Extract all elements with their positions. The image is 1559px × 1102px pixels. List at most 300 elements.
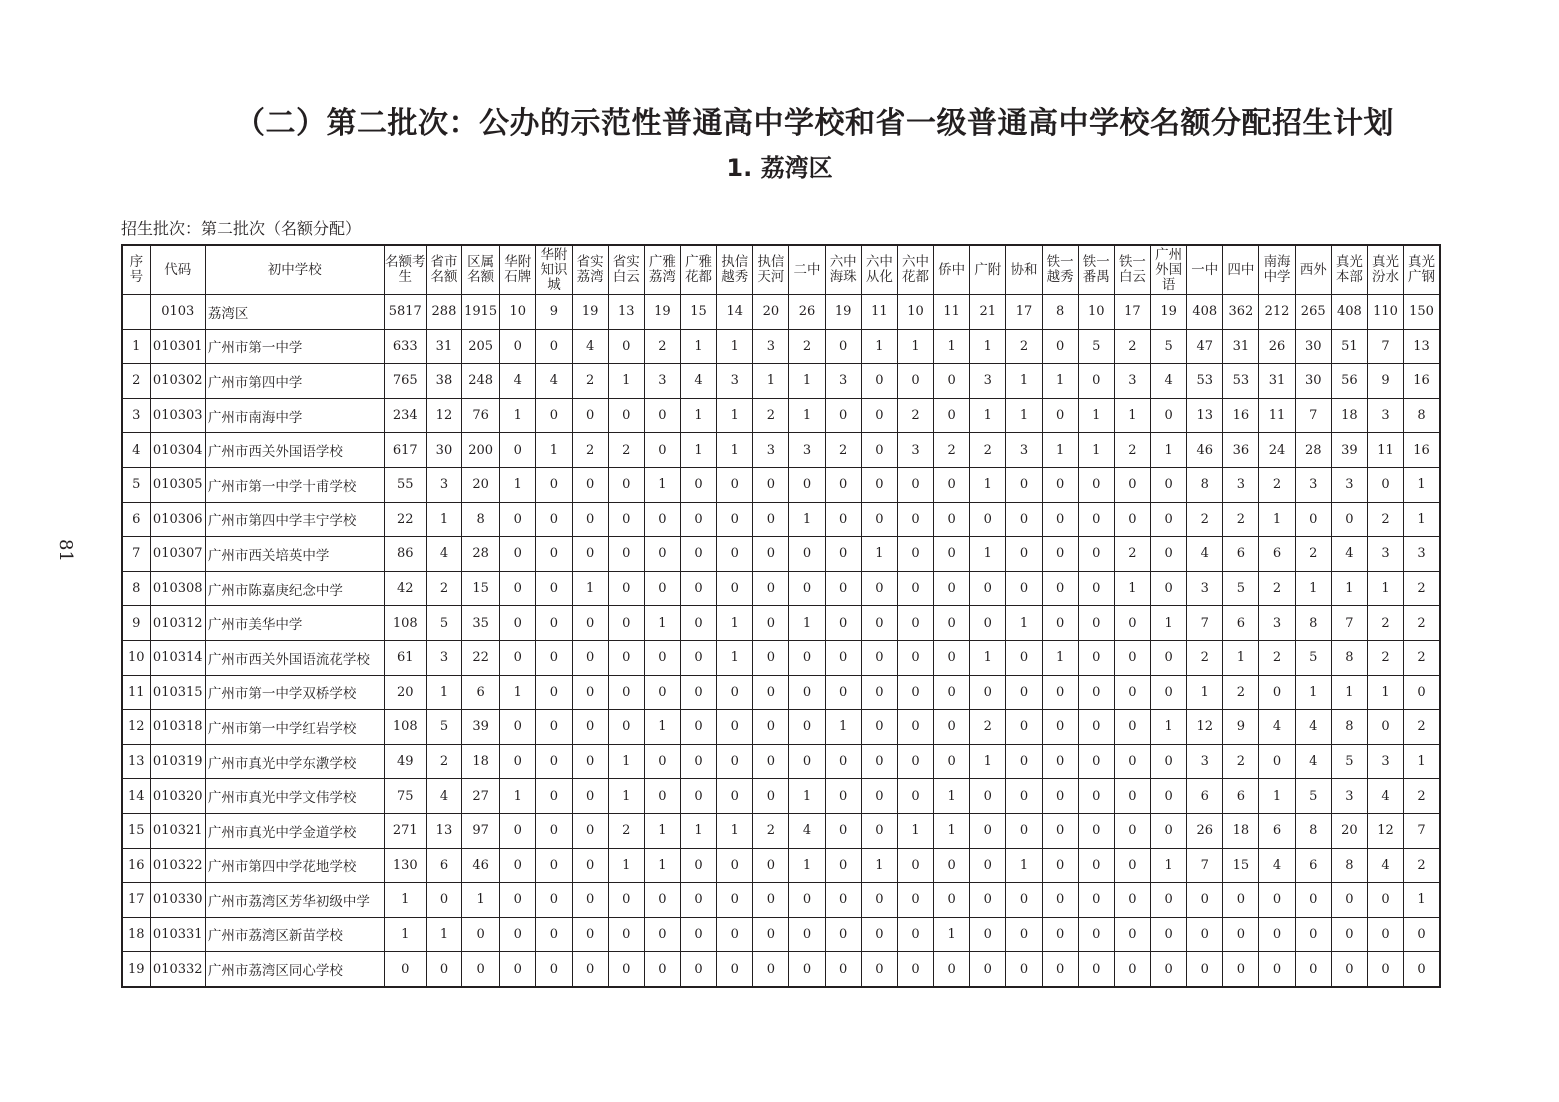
quota-cell: 8 [462, 502, 500, 537]
quota-cell: 0 [717, 675, 753, 710]
quota-cell: 0 [970, 917, 1006, 952]
quota-cell: 0 [1042, 952, 1078, 987]
quota-cell: 0 [1006, 571, 1042, 606]
quota-cell: 1 [1078, 398, 1114, 433]
quota-cell: 49 [384, 744, 426, 779]
quota-cell: 2 [1404, 710, 1440, 745]
quota-cell: 0 [1259, 917, 1295, 952]
quota-cell: 1 [970, 744, 1006, 779]
quota-cell: 0 [934, 502, 970, 537]
quota-cell: 0 [680, 467, 716, 502]
quota-cell: 1 [536, 433, 572, 468]
quota-cell: 0 [1042, 398, 1078, 433]
quota-cell: 1 [608, 364, 644, 399]
quota-cell: 2 [1114, 537, 1150, 572]
school-code-cell: 0103 [150, 295, 205, 330]
quota-cell: 0 [861, 779, 897, 814]
quota-cell: 1 [1259, 779, 1295, 814]
quota-cell: 633 [384, 329, 426, 364]
quota-cell: 18 [1223, 813, 1259, 848]
quota-cell: 200 [462, 433, 500, 468]
quota-cell: 1 [1404, 467, 1440, 502]
quota-cell: 0 [753, 640, 789, 675]
quota-cell: 0 [462, 917, 500, 952]
column-header: 广附 [970, 245, 1006, 295]
column-header: 序号 [122, 245, 150, 295]
table-body [122, 295, 1440, 987]
quota-cell: 0 [1078, 640, 1114, 675]
quota-cell: 0 [644, 640, 680, 675]
quota-cell: 0 [861, 398, 897, 433]
row-index-cell: 13 [122, 744, 150, 779]
quota-cell: 248 [462, 364, 500, 399]
quota-cell: 0 [536, 606, 572, 641]
quota-cell: 1 [680, 433, 716, 468]
table-row [122, 848, 1440, 883]
quota-cell: 0 [1151, 675, 1187, 710]
quota-cell: 0 [572, 848, 608, 883]
quota-cell: 0 [897, 640, 933, 675]
row-index-cell: 19 [122, 952, 150, 987]
quota-cell: 0 [1331, 883, 1367, 918]
quota-cell: 0 [861, 640, 897, 675]
quota-cell: 0 [500, 640, 536, 675]
quota-cell: 0 [753, 710, 789, 745]
quota-cell: 0 [608, 917, 644, 952]
quota-cell: 0 [572, 398, 608, 433]
quota-cell: 1 [1404, 744, 1440, 779]
quota-cell: 4 [1367, 848, 1403, 883]
quota-cell: 11 [934, 295, 970, 330]
quota-cell: 0 [825, 467, 861, 502]
quota-cell: 3 [825, 364, 861, 399]
quota-cell: 0 [1042, 329, 1078, 364]
quota-cell: 1 [644, 848, 680, 883]
quota-cell: 0 [1078, 779, 1114, 814]
quota-cell: 0 [970, 883, 1006, 918]
quota-cell: 3 [1404, 537, 1440, 572]
quota-cell: 0 [1151, 502, 1187, 537]
quota-cell: 0 [861, 952, 897, 987]
quota-cell: 0 [1042, 571, 1078, 606]
quota-cell: 11 [1259, 398, 1295, 433]
school-name-cell: 广州市南海中学 [205, 398, 384, 433]
quota-cell: 0 [825, 917, 861, 952]
quota-cell: 0 [572, 917, 608, 952]
quota-cell: 24 [1259, 433, 1295, 468]
school-code-cell: 010308 [150, 571, 205, 606]
quota-cell: 7 [1187, 848, 1223, 883]
quota-cell: 3 [1367, 398, 1403, 433]
quota-cell: 15 [462, 571, 500, 606]
quota-cell: 86 [384, 537, 426, 572]
row-index-cell: 15 [122, 813, 150, 848]
quota-cell: 0 [970, 502, 1006, 537]
column-header: 六中花都 [897, 245, 933, 295]
quota-cell: 1 [500, 398, 536, 433]
quota-cell: 16 [1223, 398, 1259, 433]
quota-cell: 3 [1331, 779, 1367, 814]
row-index-cell [122, 295, 150, 330]
quota-cell: 0 [1078, 571, 1114, 606]
quota-cell: 10 [897, 295, 933, 330]
quota-cell: 6 [1187, 779, 1223, 814]
quota-cell: 1 [680, 329, 716, 364]
quota-cell: 1 [970, 398, 1006, 433]
quota-cell: 0 [644, 502, 680, 537]
quota-cell: 0 [897, 952, 933, 987]
quota-cell: 0 [608, 571, 644, 606]
quota-cell: 0 [1078, 364, 1114, 399]
quota-cell: 0 [608, 502, 644, 537]
quota-cell: 265 [1295, 295, 1331, 330]
quota-cell: 1 [970, 329, 1006, 364]
school-code-cell: 010303 [150, 398, 205, 433]
school-code-cell: 010315 [150, 675, 205, 710]
quota-cell: 2 [1187, 640, 1223, 675]
quota-cell: 0 [1151, 398, 1187, 433]
district-total-row [122, 295, 1440, 330]
quota-cell: 1 [1042, 640, 1078, 675]
table-row [122, 433, 1440, 468]
quota-cell: 0 [717, 502, 753, 537]
quota-cell: 0 [861, 502, 897, 537]
quota-cell: 271 [384, 813, 426, 848]
school-name-cell: 广州市第四中学 [205, 364, 384, 399]
quota-cell: 0 [753, 848, 789, 883]
quota-cell: 0 [680, 917, 716, 952]
quota-cell: 1 [1042, 433, 1078, 468]
quota-cell: 617 [384, 433, 426, 468]
quota-cell: 2 [426, 744, 461, 779]
quota-cell: 0 [825, 675, 861, 710]
quota-cell: 0 [970, 848, 1006, 883]
quota-cell: 3 [753, 329, 789, 364]
quota-cell: 6 [1223, 537, 1259, 572]
column-header: 铁一越秀 [1042, 245, 1078, 295]
quota-cell: 765 [384, 364, 426, 399]
quota-cell: 0 [1295, 883, 1331, 918]
quota-cell: 1 [1331, 675, 1367, 710]
quota-cell: 4 [789, 813, 825, 848]
quota-cell: 0 [897, 917, 933, 952]
quota-cell: 0 [644, 883, 680, 918]
quota-cell: 0 [1078, 710, 1114, 745]
quota-cell: 8 [1331, 710, 1367, 745]
quota-cell: 0 [1114, 640, 1150, 675]
quota-cell: 1 [717, 398, 753, 433]
quota-cell: 0 [934, 398, 970, 433]
quota-cell: 0 [970, 571, 1006, 606]
quota-cell: 0 [1042, 917, 1078, 952]
quota-cell: 1 [717, 606, 753, 641]
column-header: 省实白云 [608, 245, 644, 295]
quota-cell: 0 [1151, 744, 1187, 779]
page-number: 81 [54, 539, 76, 562]
quota-cell: 1 [1114, 571, 1150, 606]
column-header: 真光汾水 [1367, 245, 1403, 295]
quota-cell: 51 [1331, 329, 1367, 364]
quota-cell: 0 [789, 952, 825, 987]
quota-cell: 3 [789, 433, 825, 468]
quota-cell: 0 [1367, 883, 1403, 918]
quota-cell: 0 [1151, 779, 1187, 814]
school-code-cell: 010331 [150, 917, 205, 952]
table-row [122, 952, 1440, 987]
quota-cell: 5 [1331, 744, 1367, 779]
quota-cell: 2 [1404, 779, 1440, 814]
quota-cell: 0 [536, 813, 572, 848]
quota-cell: 26 [789, 295, 825, 330]
quota-cell: 4 [572, 329, 608, 364]
table-row [122, 883, 1440, 918]
quota-cell: 0 [1078, 744, 1114, 779]
row-index-cell: 4 [122, 433, 150, 468]
quota-cell: 11 [861, 295, 897, 330]
quota-cell: 0 [536, 883, 572, 918]
quota-cell: 53 [1223, 364, 1259, 399]
quota-cell: 30 [1295, 329, 1331, 364]
quota-cell: 0 [717, 710, 753, 745]
quota-cell: 19 [825, 295, 861, 330]
quota-cell: 0 [934, 467, 970, 502]
quota-cell: 19 [644, 295, 680, 330]
quota-cell: 0 [1006, 710, 1042, 745]
quota-cell: 0 [1042, 710, 1078, 745]
quota-cell: 1 [1367, 675, 1403, 710]
quota-cell: 0 [1114, 883, 1150, 918]
quota-cell: 0 [825, 952, 861, 987]
quota-cell: 1 [384, 883, 426, 918]
quota-cell: 0 [825, 848, 861, 883]
quota-cell: 0 [500, 813, 536, 848]
column-header: 华附知识城 [536, 245, 572, 295]
quota-cell: 12 [426, 398, 461, 433]
row-index-cell: 6 [122, 502, 150, 537]
row-index-cell: 9 [122, 606, 150, 641]
quota-cell: 0 [1006, 744, 1042, 779]
table-row [122, 571, 1440, 606]
quota-cell: 0 [1404, 952, 1440, 987]
quota-cell: 0 [717, 744, 753, 779]
quota-cell: 1 [861, 537, 897, 572]
quota-cell: 362 [1223, 295, 1259, 330]
quota-cell: 0 [572, 467, 608, 502]
quota-cell: 15 [1223, 848, 1259, 883]
quota-cell: 0 [789, 571, 825, 606]
quota-cell: 0 [753, 917, 789, 952]
quota-cell: 17 [1006, 295, 1042, 330]
quota-cell: 0 [717, 952, 753, 987]
quota-cell: 1 [861, 329, 897, 364]
quota-cell: 0 [1006, 917, 1042, 952]
quota-cell: 1 [500, 467, 536, 502]
quota-cell: 0 [717, 537, 753, 572]
quota-cell: 0 [1259, 883, 1295, 918]
quota-cell: 1 [789, 606, 825, 641]
quota-cell: 4 [680, 364, 716, 399]
quota-cell: 0 [536, 537, 572, 572]
quota-cell: 8 [1331, 640, 1367, 675]
quota-cell: 0 [825, 883, 861, 918]
school-name-cell: 广州市荔湾区新苗学校 [205, 917, 384, 952]
quota-cell: 0 [1259, 675, 1295, 710]
quota-cell: 130 [384, 848, 426, 883]
quota-cell: 1 [861, 848, 897, 883]
quota-cell: 0 [753, 467, 789, 502]
quota-cell: 2 [1187, 502, 1223, 537]
quota-cell: 0 [1006, 502, 1042, 537]
column-header: 广雅荔湾 [644, 245, 680, 295]
quota-cell: 0 [825, 744, 861, 779]
quota-cell: 2 [897, 398, 933, 433]
quota-cell: 0 [934, 848, 970, 883]
quota-cell: 1 [789, 848, 825, 883]
quota-cell: 2 [789, 329, 825, 364]
quota-cell: 1 [644, 813, 680, 848]
quota-cell: 0 [536, 571, 572, 606]
quota-cell: 0 [970, 606, 1006, 641]
quota-cell: 3 [1114, 364, 1150, 399]
quota-cell: 1 [680, 398, 716, 433]
school-name-cell: 广州市西关外国语流花学校 [205, 640, 384, 675]
quota-cell: 0 [1404, 675, 1440, 710]
quota-cell: 0 [1114, 502, 1150, 537]
quota-cell: 18 [1331, 398, 1367, 433]
column-header: 一中 [1187, 245, 1223, 295]
column-header: 四中 [1223, 245, 1259, 295]
quota-cell: 0 [861, 467, 897, 502]
quota-cell: 4 [1259, 848, 1295, 883]
quota-cell: 0 [1042, 537, 1078, 572]
quota-cell: 0 [1151, 640, 1187, 675]
quota-cell: 0 [861, 433, 897, 468]
quota-cell: 0 [536, 502, 572, 537]
quota-table [121, 244, 1441, 988]
quota-cell: 0 [608, 952, 644, 987]
quota-cell: 0 [717, 848, 753, 883]
quota-cell: 2 [1367, 502, 1403, 537]
row-index-cell: 10 [122, 640, 150, 675]
column-header: 省实荔湾 [572, 245, 608, 295]
quota-cell: 0 [1078, 467, 1114, 502]
quota-cell: 0 [970, 813, 1006, 848]
quota-cell: 0 [1151, 537, 1187, 572]
quota-cell: 0 [934, 952, 970, 987]
quota-cell: 0 [897, 364, 933, 399]
quota-cell: 0 [644, 952, 680, 987]
quota-cell: 2 [1006, 329, 1042, 364]
quota-cell: 0 [825, 329, 861, 364]
quota-cell: 0 [536, 848, 572, 883]
quota-cell: 1 [934, 813, 970, 848]
quota-cell: 0 [608, 883, 644, 918]
quota-cell: 0 [753, 952, 789, 987]
column-header: 协和 [1006, 245, 1042, 295]
school-name-cell: 广州市第一中学红岩学校 [205, 710, 384, 745]
quota-cell: 1 [608, 848, 644, 883]
quota-cell: 0 [644, 571, 680, 606]
school-code-cell: 010332 [150, 952, 205, 987]
school-code-cell: 010307 [150, 537, 205, 572]
quota-cell: 4 [1295, 710, 1331, 745]
quota-cell: 0 [536, 710, 572, 745]
quota-cell: 4 [426, 779, 461, 814]
quota-cell: 0 [1042, 779, 1078, 814]
column-header: 执信天河 [753, 245, 789, 295]
quota-cell: 3 [970, 364, 1006, 399]
quota-cell: 28 [1295, 433, 1331, 468]
quota-cell: 0 [1151, 917, 1187, 952]
quota-cell: 1 [717, 433, 753, 468]
school-code-cell: 010314 [150, 640, 205, 675]
quota-cell: 2 [753, 813, 789, 848]
quota-cell: 2 [1367, 606, 1403, 641]
quota-cell: 1 [426, 502, 461, 537]
quota-cell: 1 [1404, 502, 1440, 537]
quota-cell: 0 [717, 917, 753, 952]
quota-cell: 0 [1367, 467, 1403, 502]
row-index-cell: 14 [122, 779, 150, 814]
quota-cell: 10 [1078, 295, 1114, 330]
school-code-cell: 010301 [150, 329, 205, 364]
quota-cell: 9 [1223, 710, 1259, 745]
quota-cell: 0 [1114, 848, 1150, 883]
quota-cell: 2 [1404, 606, 1440, 641]
quota-cell: 0 [897, 675, 933, 710]
quota-cell: 0 [572, 537, 608, 572]
quota-cell: 2 [1404, 571, 1440, 606]
table-row [122, 917, 1440, 952]
quota-cell: 0 [536, 467, 572, 502]
quota-cell: 0 [680, 502, 716, 537]
quota-cell: 0 [1078, 917, 1114, 952]
quota-cell: 0 [1223, 952, 1259, 987]
quota-cell: 1 [680, 813, 716, 848]
quota-cell: 0 [897, 710, 933, 745]
quota-cell: 0 [789, 710, 825, 745]
table-row [122, 744, 1440, 779]
quota-cell: 1 [644, 606, 680, 641]
column-header: 初中学校 [205, 245, 384, 295]
quota-cell: 0 [934, 640, 970, 675]
quota-cell: 234 [384, 398, 426, 433]
quota-cell: 0 [861, 813, 897, 848]
quota-cell: 1 [970, 467, 1006, 502]
quota-cell: 1 [1151, 606, 1187, 641]
table-row [122, 813, 1440, 848]
school-code-cell: 010320 [150, 779, 205, 814]
quota-cell: 0 [825, 502, 861, 537]
school-name-cell: 广州市第一中学 [205, 329, 384, 364]
quota-cell: 0 [897, 744, 933, 779]
school-code-cell: 010319 [150, 744, 205, 779]
school-code-cell: 010306 [150, 502, 205, 537]
quota-cell: 9 [1367, 364, 1403, 399]
quota-cell: 0 [1114, 952, 1150, 987]
quota-cell: 28 [462, 537, 500, 572]
row-index-cell: 12 [122, 710, 150, 745]
quota-cell: 4 [1151, 364, 1187, 399]
quota-cell: 39 [462, 710, 500, 745]
quota-cell: 0 [680, 952, 716, 987]
table-row [122, 606, 1440, 641]
quota-cell: 0 [644, 398, 680, 433]
quota-cell: 27 [462, 779, 500, 814]
quota-cell: 0 [1295, 952, 1331, 987]
quota-cell: 1 [426, 675, 461, 710]
quota-cell: 0 [680, 640, 716, 675]
